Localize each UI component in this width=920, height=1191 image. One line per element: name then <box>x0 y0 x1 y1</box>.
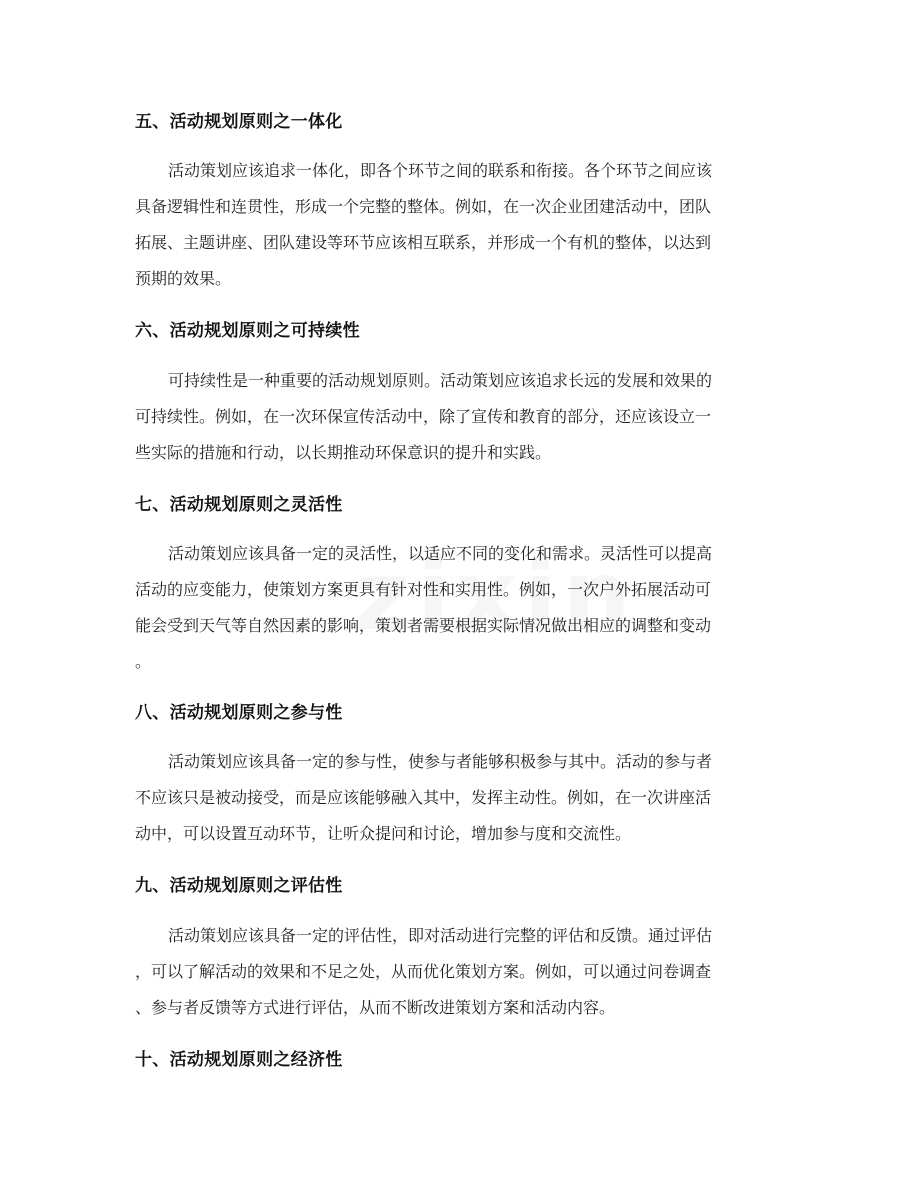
section-paragraph-7 <box>135 536 790 680</box>
section-paragraph-5 <box>135 153 790 297</box>
section-heading-10: 十、活动规划原则之经济性 <box>135 1050 343 1070</box>
section-paragraph-6 <box>135 363 790 471</box>
section-heading-5: 五、活动规划原则之一体化 <box>135 112 343 132</box>
paragraph-line: 、参与者反馈等方式进行评估，从而不断改进策划方案和活动内容。 <box>135 998 616 1017</box>
section-paragraph-8 <box>135 744 790 852</box>
paragraph-line: 活动策划应该具备一定的评估性，即对活动进行完整的评估和反馈。通过评估 <box>168 926 713 945</box>
section-heading-8: 八、活动规划原则之参与性 <box>135 703 343 723</box>
paragraph-line: 活动策划应该追求一体化，即各个环节之间的联系和衔接。各个环节之间应该 <box>168 161 713 180</box>
paragraph-line: 预期的效果。 <box>135 269 232 288</box>
paragraph-line: ，可以了解活动的效果和不足之处，从而优化策划方案。例如，可以通过问卷调查 <box>135 962 712 981</box>
section-heading-7: 七、活动规划原则之灵活性 <box>135 495 343 515</box>
paragraph-line: 拓展、主题讲座、团队建设等环节应该相互联系，并形成一个有机的整体，以达到 <box>135 233 712 252</box>
paragraph-line: 些实际的措施和行动，以长期推动环保意识的提升和实践。 <box>135 443 552 462</box>
paragraph-line: 不应该只是被动接受，而是应该能够融入其中，发挥主动性。例如，在一次讲座活 <box>135 788 712 807</box>
paragraph-line: 活动策划应该具备一定的参与性，使参与者能够积极参与其中。活动的参与者 <box>168 752 713 771</box>
paragraph-line: 活动的应变能力，使策划方案更具有针对性和实用性。例如，一次户外拓展活动可 <box>135 580 712 599</box>
paragraph-line: 具备逻辑性和连贯性，形成一个完整的整体。例如，在一次企业团建活动中，团队 <box>135 197 712 216</box>
paragraph-line: 。 <box>135 652 152 671</box>
paragraph-line: 动中，可以设置互动环节，让听众提问和讨论，增加参与度和交流性。 <box>135 824 632 843</box>
section-heading-6: 六、活动规划原则之可持续性 <box>135 321 360 341</box>
paragraph-line: 可持续性。例如，在一次环保宣传活动中，除了宣传和教育的部分，还应该设立一 <box>135 407 712 426</box>
paragraph-line: 活动策划应该具备一定的灵活性，以适应不同的变化和需求。灵活性可以提高 <box>168 544 713 563</box>
section-heading-9: 九、活动规划原则之评估性 <box>135 876 343 896</box>
section-paragraph-9 <box>135 918 790 1026</box>
paragraph-line: 能会受到天气等自然因素的影响，策划者需要根据实际情况做出相应的调整和变动 <box>135 616 712 635</box>
paragraph-line: 可持续性是一种重要的活动规划原则。活动策划应该追求长远的发展和效果的 <box>168 371 713 390</box>
